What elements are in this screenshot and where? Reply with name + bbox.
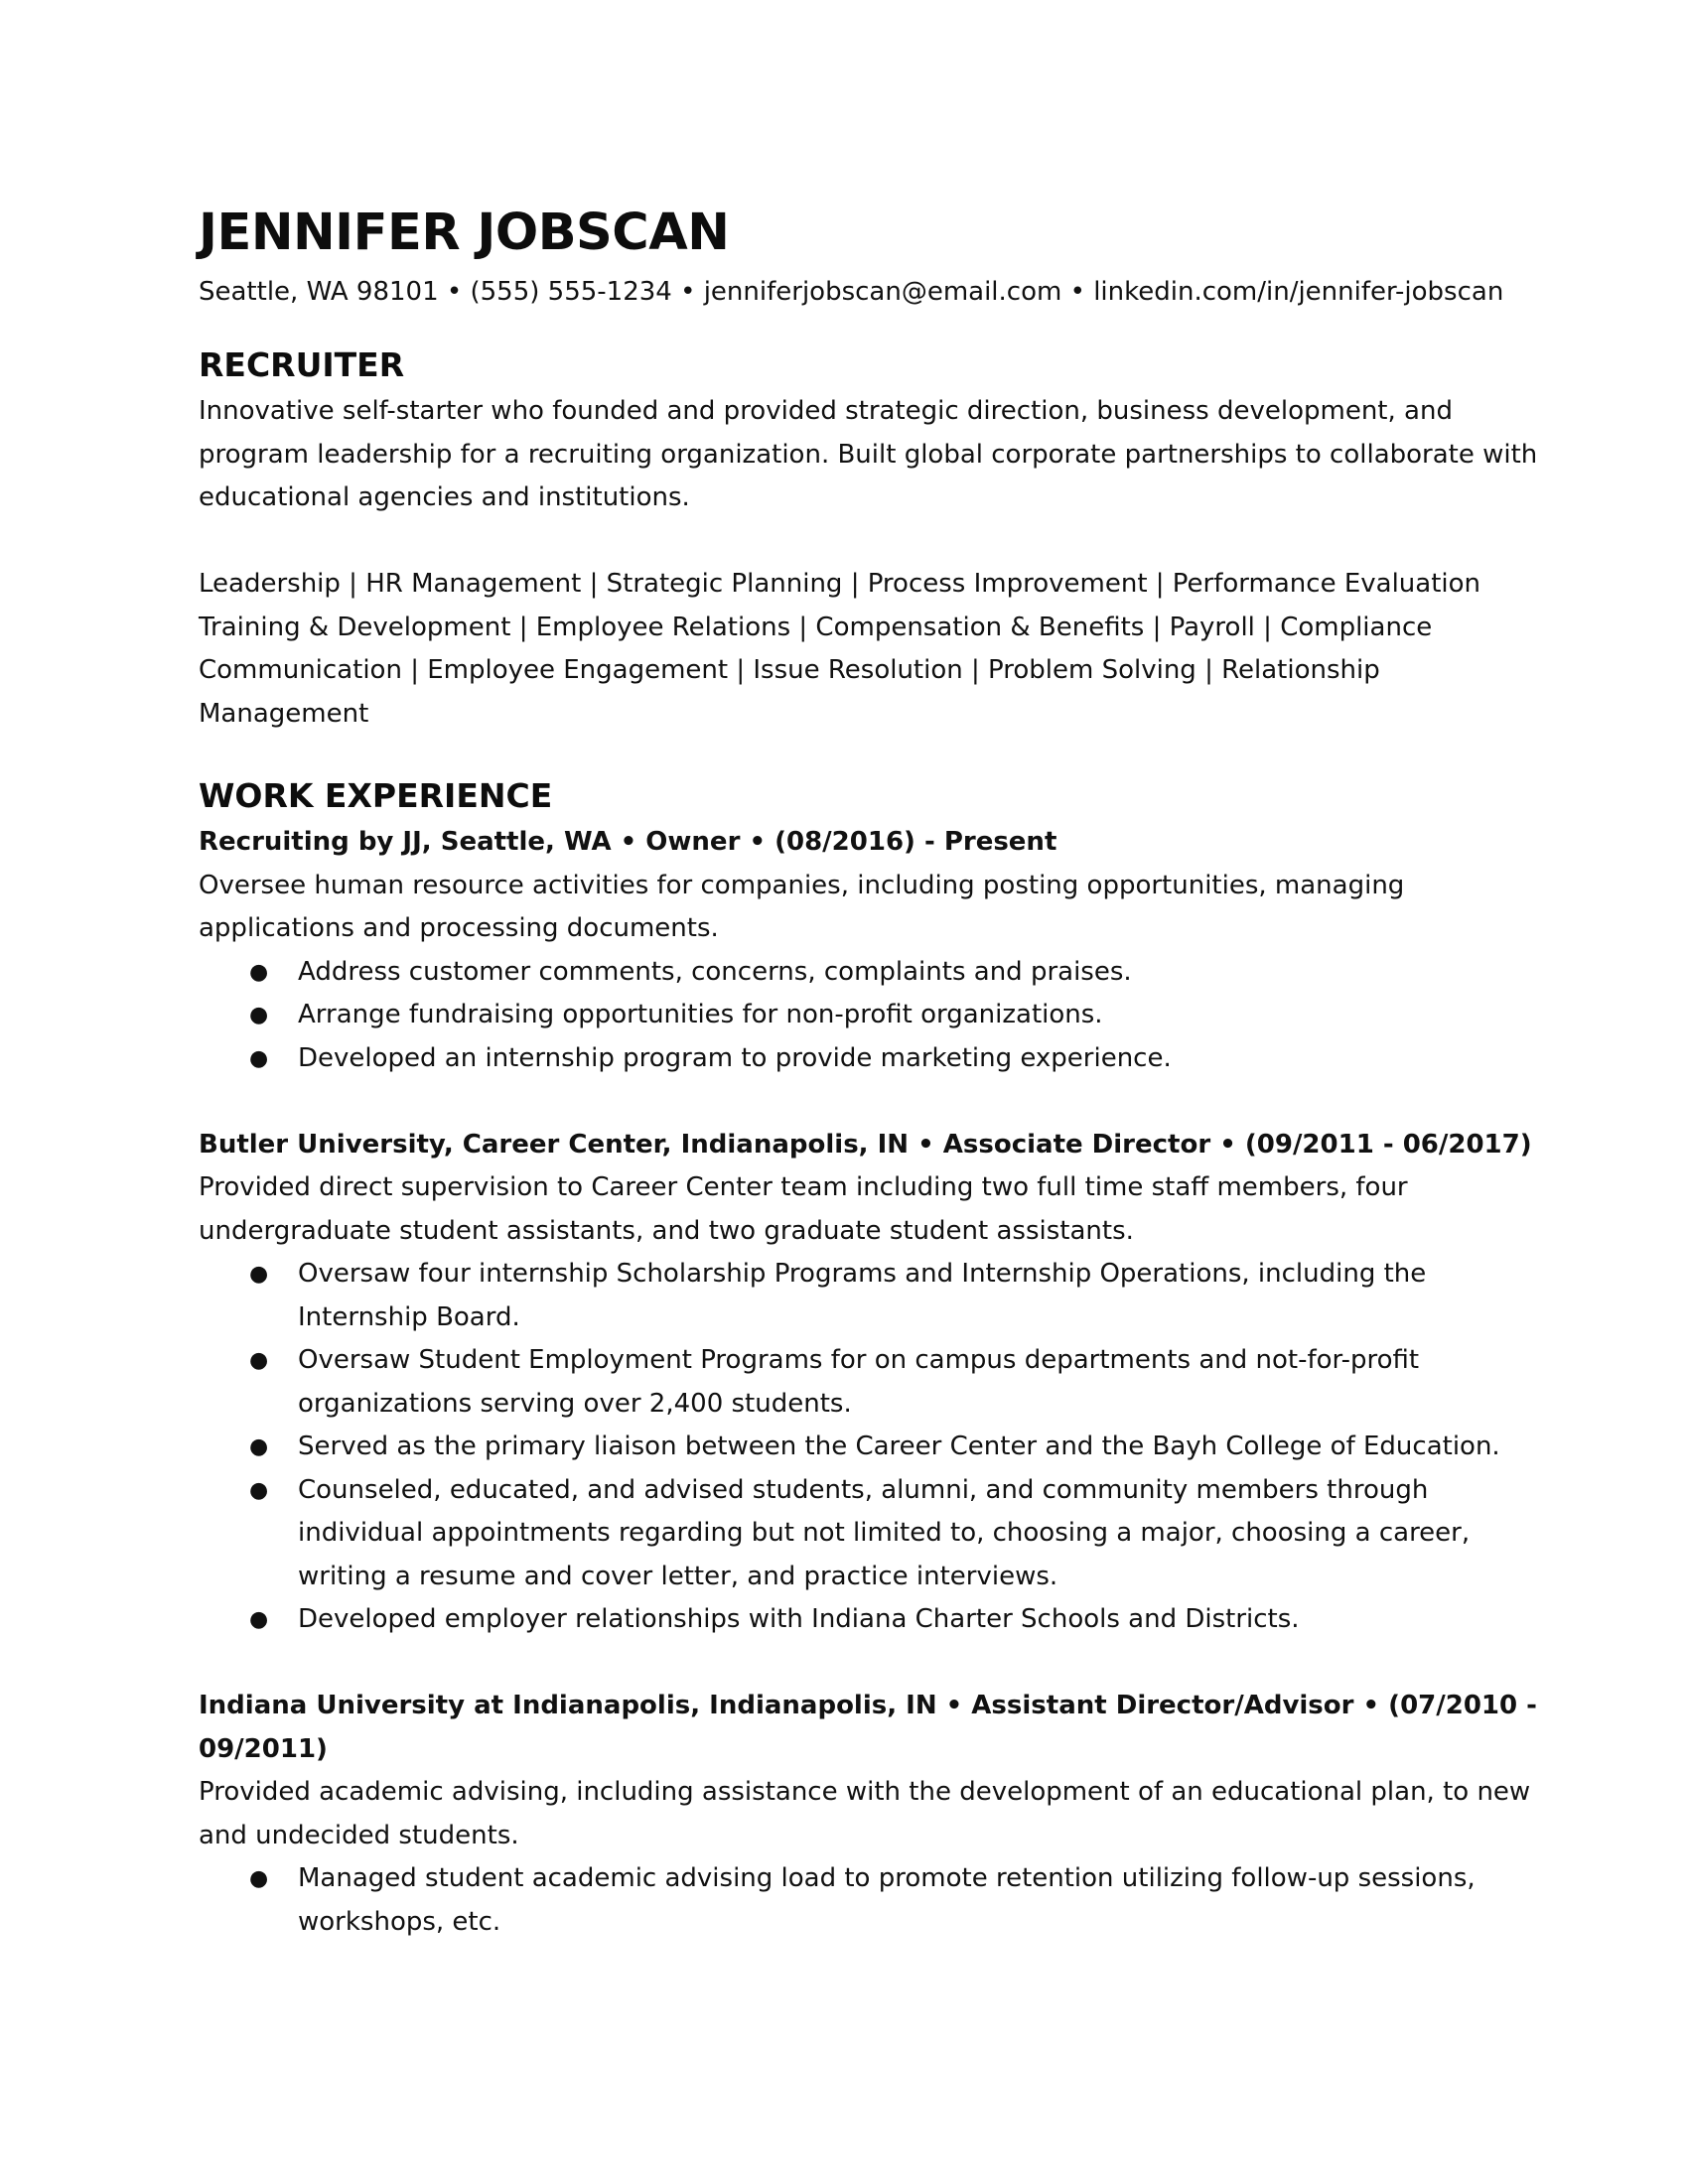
bullet-icon: ●	[249, 1262, 269, 1287]
contact-line: Seattle, WA 98101 • (555) 555-1234 • jenniferjobscan@email.com • linkedin.com/in/jennifer-jobscan	[199, 277, 1504, 307]
list-item	[249, 1339, 1539, 1426]
skills-list: Leadership | HR Management | Strategic Planning | Process Improvement | Performance Evaluation Training & Development | Employee Relations | Compensation & Benefits | Payroll | Compliance Communication | Employee Engagement | Issue Resolution | Problem Solving | Relationship Management	[199, 569, 1481, 729]
bullet-icon: ●	[249, 1434, 269, 1459]
job-description: Oversee human resource activities for companies, including posting opportunities, managing applications and processing documents.	[199, 870, 1405, 943]
summary-heading: RECRUITER	[199, 345, 405, 384]
candidate-name: JENNIFER JOBSCAN	[199, 204, 730, 262]
bullet-icon: ●	[249, 1348, 269, 1373]
job-title: Recruiting by JJ, Seattle, WA • Owner • (08/2016) - Present	[199, 827, 1057, 857]
summary-text: Innovative self-starter who founded and provided strategic direction, business development, and program leadership for a recruiting organization. Built global corporate partnerships to collaborate with educational agencies and institutions.	[199, 396, 1538, 512]
job-title: Indiana University at Indianapolis, Indianapolis, IN • Assistant Director/Advisor • (07/2010 - 09/2011)	[199, 1691, 1537, 1764]
bullet-text: Arrange fundraising opportunities for non-profit organizations.	[298, 1000, 1103, 1029]
bullet-icon: ●	[249, 1003, 269, 1027]
bullet-text: Address customer comments, concerns, complaints and praises.	[298, 956, 1132, 987]
bullet-text: Oversaw four internship Scholarship Programs and Internship Operations, including the Internship Board.	[298, 1259, 1427, 1332]
list-item	[249, 1426, 1539, 1469]
bullet-text: Served as the primary liaison between the Career Center and the Bayh College of Education.	[298, 1432, 1500, 1461]
job-description: Provided direct supervision to Career Center team including two full time staff members, four undergraduate student assistants, and two graduate student assistants.	[199, 1172, 1408, 1246]
list-item	[249, 1037, 1539, 1081]
bullet-text: Managed student academic advising load to promote retention utilizing follow-up sessions, workshops, etc.	[298, 1863, 1476, 1937]
list-item	[249, 951, 1539, 995]
bullet-icon: ●	[249, 1477, 269, 1503]
list-item	[249, 1598, 1539, 1642]
job-entry	[199, 821, 1539, 1080]
bullet-text: Oversaw Student Employment Programs for on campus departments and not-for-profit organizations serving over 2,400 students.	[298, 1345, 1420, 1419]
list-item	[249, 1857, 1539, 1944]
bullet-icon: ●	[249, 1045, 269, 1071]
job-bullets	[199, 1857, 1539, 1944]
list-item	[249, 1253, 1539, 1339]
experience-heading: WORK EXPERIENCE	[199, 776, 553, 815]
bullet-icon: ●	[249, 1866, 269, 1891]
job-description: Provided academic advising, including assistance with the development of an educational plan, to new and undecided students.	[199, 1777, 1531, 1850]
bullet-text: Developed employer relationships with Indiana Charter Schools and Districts.	[298, 1604, 1300, 1634]
list-item	[249, 1469, 1539, 1599]
job-title: Butler University, Career Center, Indianapolis, IN • Associate Director • (09/2011 - 06/2017)	[199, 1129, 1532, 1160]
job-entry	[199, 1685, 1539, 1944]
job-bullets	[199, 951, 1539, 1081]
job-entry	[199, 1124, 1539, 1642]
bullet-text: Developed an internship program to provide marketing experience.	[298, 1042, 1172, 1073]
bullet-text: Counseled, educated, and advised students, alumni, and community members through individual appointments regarding but not limited to, choosing a major, choosing a career, writing a resume and cover letter, and practice interviews.	[298, 1474, 1471, 1591]
bullet-icon: ●	[249, 959, 269, 985]
list-item	[249, 994, 1539, 1037]
bullet-icon: ●	[249, 1607, 269, 1632]
job-bullets	[199, 1253, 1539, 1642]
